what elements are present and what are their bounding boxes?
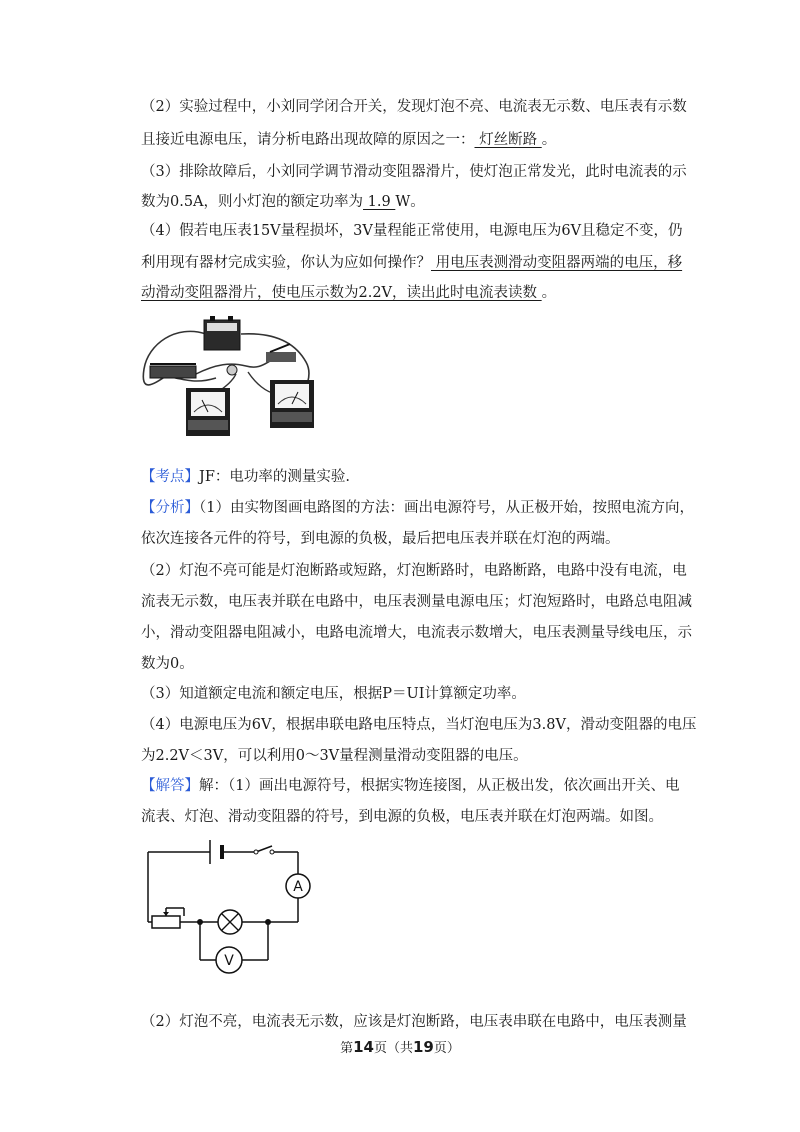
q2-answer: 灯丝断路 (474, 132, 542, 148)
q2-line2-text: 且接近电源电压，请分析电路出现故障的原因之一： (141, 132, 475, 148)
q3-line1: （3）排除故障后，小刘同学调节滑动变阻器滑片，使灯泡正常发光，此时电流表的示 (141, 164, 687, 180)
kaodian-tag: 【考点】 (141, 469, 199, 485)
switch-base (266, 352, 296, 362)
ammeter-label: A (293, 879, 303, 895)
q3-line2-text: 数为0.5A，则小灯泡的额定功率为 (141, 194, 364, 210)
jieda-tag: 【解答】 (141, 778, 199, 794)
footer-post: 页） (433, 1041, 460, 1056)
lamp-symbol (218, 910, 242, 934)
jieda-line1 (141, 776, 679, 796)
footer-page-number: 14 (353, 1038, 374, 1056)
rheostat (150, 366, 196, 378)
fenxi-p2-l3: 小，滑动变阻器电阻减小，电路电流增大，电流表示数增大，电压表测量导线电压，示 (141, 625, 692, 641)
kaodian-line (141, 467, 350, 487)
q3-answer: 1.9 (363, 194, 396, 210)
footer-pre: 第 (340, 1041, 354, 1056)
q4-line2 (141, 253, 682, 273)
q2-line2 (141, 130, 556, 150)
fenxi-p4-l1: （4）电源电压为6V，根据串联电路电压特点，当灯泡电压为3.8V，滑动变阻器的电压 (141, 717, 697, 733)
voltmeter-label: V (224, 953, 234, 969)
page-footer (0, 1037, 800, 1056)
q4-line2-text: 利用现有器材完成实验，你认为应如何操作？ (141, 255, 431, 271)
fenxi-p1-l1: （1）由实物图画电路图的方法：画出电源符号，从正极开始，按照电流方向， (199, 500, 694, 516)
fenxi-p2-l1: （2）灯泡不亮可能是灯泡断路或短路，灯泡断路时，电路断路，电路中没有电流，电 (141, 563, 687, 579)
fenxi-p2-l4: 数为0。 (141, 656, 194, 672)
fenxi-p2-l2: 流表无示数，电压表并联在电路中，电压表测量电源电压；灯泡短路时，电路总电阻减 (141, 594, 692, 610)
rheostat-symbol (152, 916, 180, 928)
footer-total-pages: 19 (413, 1038, 434, 1056)
q4-answer-part1: 用电压表测滑动变阻器两端的电压，移 (431, 255, 683, 271)
q2-line2-end: 。 (541, 132, 557, 148)
kaodian-text: JF：电功率的测量实验. (199, 469, 350, 485)
fenxi-p4-l2: 为2.2V＜3V，可以利用0～3V量程测量滑动变阻器的电压。 (141, 748, 528, 764)
fenxi-p1-l2: 依次连接各元件的符号，到电源的负极，最后把电压表并联在灯泡的两端。 (141, 531, 620, 547)
q2-line1: （2）实验过程中，小刘同学闭合开关，发现灯泡不亮、电流表无示数、电压表有示数 (141, 99, 687, 115)
q3-line2 (141, 192, 425, 212)
jieda-l1: 解：（1）画出电源符号，根据实物连接图，从正极出发，依次画出开关、电 (199, 778, 680, 794)
switch-pivot (254, 850, 258, 854)
jieda-l2: 流表、灯泡、滑动变阻器的符号，到电源的负极，电压表并联在灯泡两端。如图。 (141, 809, 663, 825)
footer-mid: 页（共 (373, 1041, 413, 1056)
q3-line2-end: W。 (395, 194, 425, 210)
q4-line1: （4）假若电压表15V量程损坏，3V量程能正常使用，电源电压为6V且稳定不变，仍 (141, 223, 683, 239)
circuit-diagram (138, 836, 318, 982)
fenxi-p3: （3）知道额定电流和额定电压，根据P＝UI计算额定功率。 (141, 686, 526, 702)
jieda-l3: （2）灯泡不亮，电流表无示数，应该是灯泡断路，电压表串联在电路中，电压表测量 (141, 1014, 687, 1030)
apparatus-photo (136, 314, 326, 442)
q4-line3 (141, 283, 556, 303)
fenxi-tag: 【分析】 (141, 500, 199, 516)
q4-answer-part2: 动滑动变阻器滑片，使电压示数为2.2V，读出此时电流表读数 (141, 285, 542, 301)
fenxi-line1 (141, 498, 694, 518)
q4-line3-end: 。 (541, 285, 557, 301)
bulb (227, 365, 237, 375)
